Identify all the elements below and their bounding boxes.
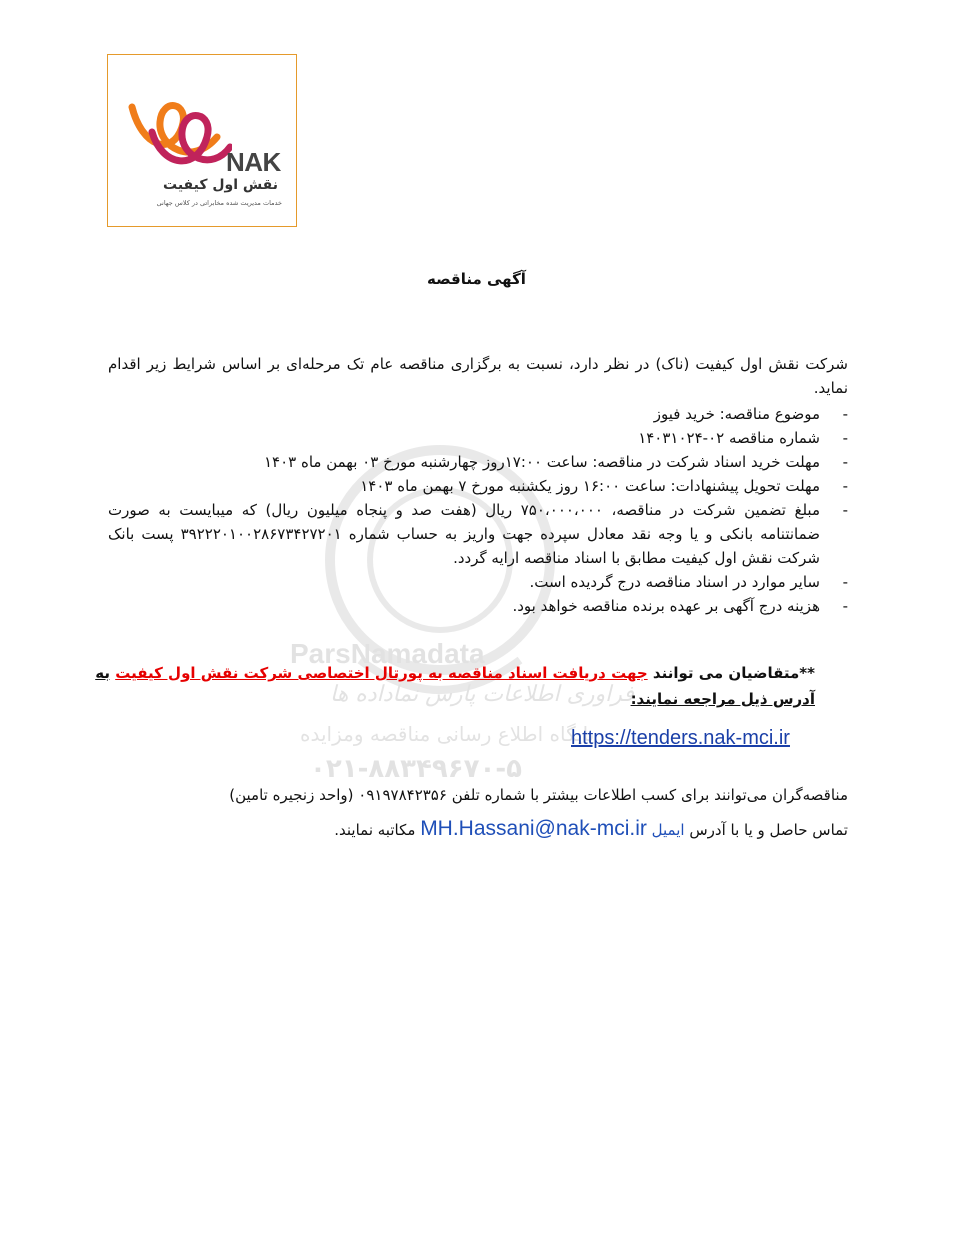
list-item: - مهلت تحویل پیشنهادات: ساعت ۱۶:۰۰ روز یکشنبه مورخ ۷ بهمن ماه ۱۴۰۳ <box>108 474 848 498</box>
note-highlight: جهت دریافت اسناد مناقصه به پورتال اختصاصی شرکت نقش اول کیفیت <box>115 664 648 682</box>
list-item: - مهلت خرید اسناد شرکت در مناقصه: ساعت ۱۷:۰۰روز چهارشنبه مورخ ۰۳ بهمن ماه ۱۴۰۳ <box>108 450 848 474</box>
email-link[interactable]: MH.Hassani@nak-mci.ir <box>420 817 647 840</box>
contact-line-2-start: تماس حاصل و یا با آدرس <box>689 821 848 839</box>
logo-brand: NAK <box>226 147 281 177</box>
email-label: ایمیل <box>651 821 685 839</box>
contact-line-2 <box>103 812 848 847</box>
page-title: آگهی مناقصه <box>427 270 526 288</box>
portal-link[interactable]: https://tenders.nak-mci.ir <box>571 727 790 749</box>
list-item: - سایر موارد در اسناد مناقصه درج گردیده است. <box>108 570 848 594</box>
watermark-phone: ۰۲۱-۸۸۳۴۹۶۷۰-۵ <box>310 754 523 784</box>
list-item: - هزینه درج آگهی بر عهده برنده مناقصه خواهد بود. <box>108 594 848 618</box>
list-item: - شماره مناقصه ۰۲-۱۴۰۳۱۰۲۴ <box>108 426 848 450</box>
conditions-list <box>108 402 848 618</box>
watermark-line1: فراوری اطلاعات پارس نماداده ها <box>330 682 634 707</box>
portal-note <box>95 660 815 712</box>
intro-paragraph: شرکت نقش اول کیفیت (ناک) در نظر دارد، نسبت به برگزاری مناقصه عام تک مرحله‌ای بر اساس شرایط زیر اقدام نماید. <box>108 355 848 397</box>
logo-tagline: خدمات مدیریت شده مخابراتی در کلاس جهانی <box>156 199 282 207</box>
note-suffix: به آدرس ذیل مراجعه نمایند: <box>95 664 815 708</box>
logo-name: نقش اول کیفیت <box>163 177 278 193</box>
list-item: - مبلغ تضمین شرکت در مناقصه، ۷۵۰،۰۰۰،۰۰۰ ریال (هفت صد و پنجاه میلیون ریال) که میبایست به صورت ضمانتنامه بانکی و یا وجه نقد معادل سپرده جهت واریز به حساب شماره ۳۹۲۲۲۰۱۰۰۲۸۶۷۳۴۲۷۲۰۱ پست بانک شرکت نقش اول کیفیت مطابق با اسناد مناقصه ارایه گردد. <box>108 498 848 570</box>
contact-line-2-end: مکاتبه نمایند. <box>334 821 416 839</box>
nak-swirl-logo-icon <box>122 77 232 187</box>
watermark-line2: پایگاه اطلاع رسانی مناقصه ومزایده <box>300 722 595 746</box>
note-prefix: **متقاضیان می توانند <box>652 664 815 682</box>
watermark-brand: ParsNamadata <box>290 638 485 669</box>
contact-line-1: مناقصه‌گران می‌توانند برای کسب اطلاعات بیشتر با شماره تلفن ۰۹۱۹۷۸۴۲۳۵۶ (واحد زنجیره تامین) <box>229 786 848 804</box>
contact-paragraph <box>103 778 848 847</box>
company-logo <box>107 54 297 227</box>
list-item: - موضوع مناقصه: خرید فیوز <box>108 402 848 426</box>
